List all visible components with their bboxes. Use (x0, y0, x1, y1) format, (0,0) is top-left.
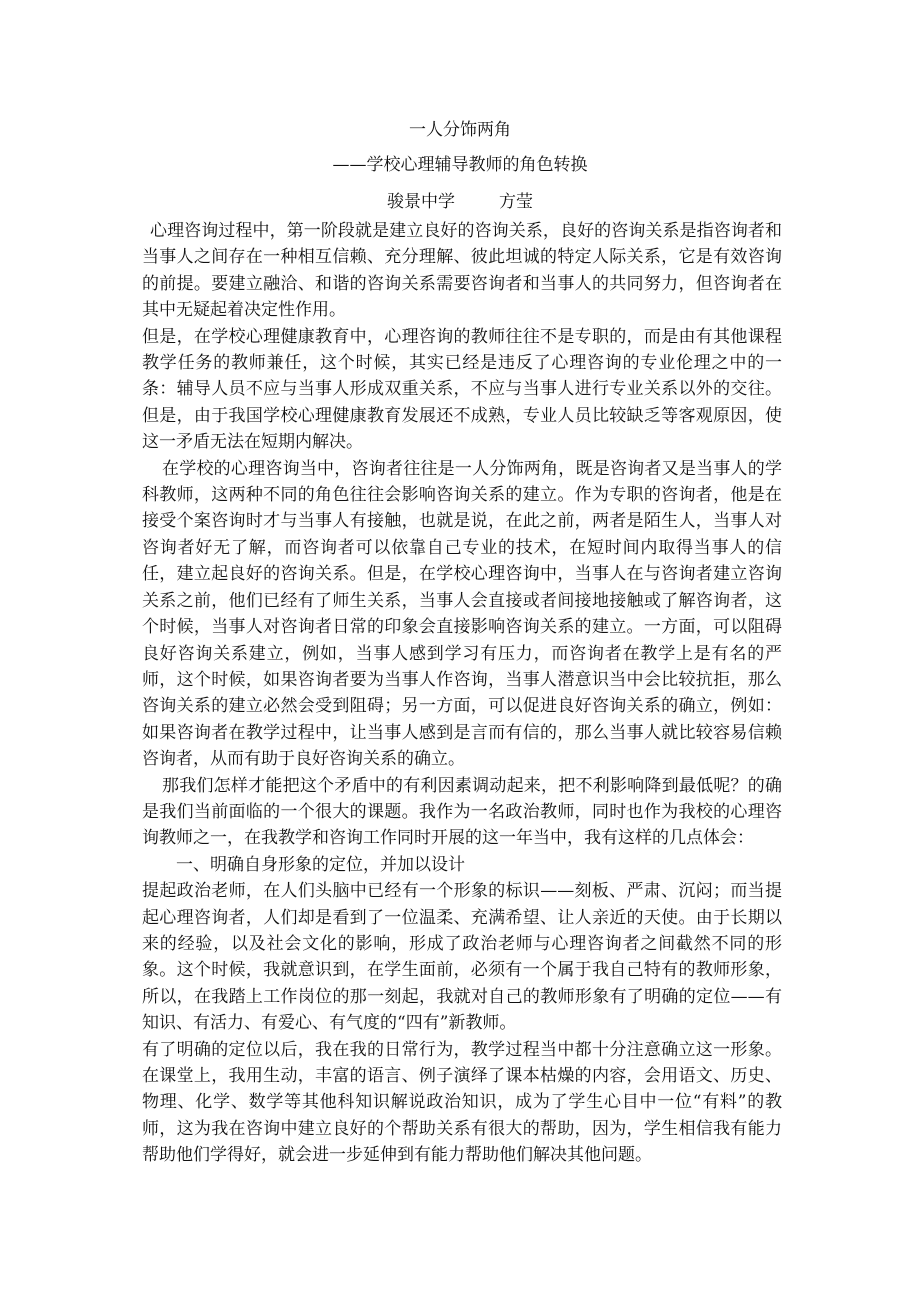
paragraph: 在学校的心理咨询当中，咨询者往往是一人分饰两角，既是咨询者又是当事人的学科教师，这两种不同的角色往往会影响咨询关系的建立。作为专职的咨询者，他是在接受个案咨询时才与当事人有接触，也就是说，在此之前，两者是陌生人，当事人对咨询者好无了解，而咨询者可以依靠自己专业的技术，在短时间内取得当事人的信任，建立起良好的咨询关系。但是，在学校心理咨询中，当事人在与咨询者建立咨询关系之前，他们已经有了师生关系，当事人会直接或者间接地接触或了解咨询者，这个时候，当事人对咨询者日常的印象会直接影响咨询关系的建立。一方面，可以阻碍良好咨询关系建立，例如，当事人感到学习有压力，而咨询者在教学上是有名的严师，这个时候，如果咨询者要为当事人作咨询，当事人潜意识当中会比较抗拒，那么咨询关系的建立必然会受到阻碍；另一方面，可以促进良好咨询关系的确立，例如：如果咨询者在教学过程中，让当事人感到是言而有信的，那么当事人就比较容易信赖咨询者，从而有助于良好咨询关系的确立。 (142, 458, 782, 770)
section-heading: 一、明确自身形象的定位，并加以设计 (176, 854, 465, 875)
paragraph: 有了明确的定位以后，我在我的日常行为，教学过程当中都十分注意确立这一形象。在课堂上，我用生动，丰富的语言、例子演绎了课本枯燥的内容，会用语文、历史、物理、化学、数学等其他科知识解说政治知识，成为了学生心目中一位“有料”的教师，这为我在咨询中建立良好的个帮助关系有很大的帮助，因为，学生相信我有能力帮助他们学得好，就会进一步延伸到有能力帮助他们解决其他问题。 (142, 1039, 782, 1166)
paragraph: 那我们怎样才能把这个矛盾中的有利因素调动起来，把不利影响降到最低呢？的确是我们当前面临的一个很大的课题。我作为一名政治教师，同时也作为我校的心理咨询教师之一，在我教学和咨询工作同时开展的这一年当中，我有这样的几点体会： (142, 775, 782, 849)
author-line (0, 190, 920, 214)
school-name: 骏景中学 (387, 192, 455, 212)
author-name: 方莹 (499, 192, 533, 212)
paragraph: 心理咨询过程中，第一阶段就是建立良好的咨询关系，良好的咨询关系是指咨询者和当事人之间存在一种相互信赖、充分理解、彼此坦诚的特定人际关系，它是有效咨询的前提。要建立融洽、和谐的咨询关系需要咨询者和当事人的共同努力，但咨询者在其中无疑起着决定性作用。 (142, 221, 782, 321)
document-body (142, 218, 782, 1169)
document-title: 一人分饰两角 (409, 120, 511, 140)
paragraph: 提起政治老师，在人们头脑中已经有一个形象的标识——刻板、严肃、沉闷；而当提起心理咨询者，人们却是看到了一位温柔、充满希望、让人亲近的天使。由于长期以来的经验，以及社会文化的影响，形成了政治老师与心理咨询者之间截然不同的形象。这个时候，我就意识到，在学生面前，必须有一个属于我自己特有的教师形象，所以，在我踏上工作岗位的那一刻起，我就对自己的教师形象有了明确的定位——有知识、有活力、有爱心、有气度的“四有”新教师。 (142, 881, 782, 1034)
paragraph: 但是，在学校心理健康教育中，心理咨询的教师往往不是专职的，而是由有其他课程教学任务的教师兼任，这个时候，其实已经是违反了心理咨询的专业伦理之中的一条：辅导人员不应与当事人形成双重关系，不应与当事人进行专业关系以外的交往。但是，由于我国学校心理健康教育发展还不成熟，专业人员比较缺乏等客观原因，使这一矛盾无法在短期内解决。 (142, 326, 782, 453)
document-subtitle: ——学校心理辅导教师的角色转换 (332, 155, 588, 175)
